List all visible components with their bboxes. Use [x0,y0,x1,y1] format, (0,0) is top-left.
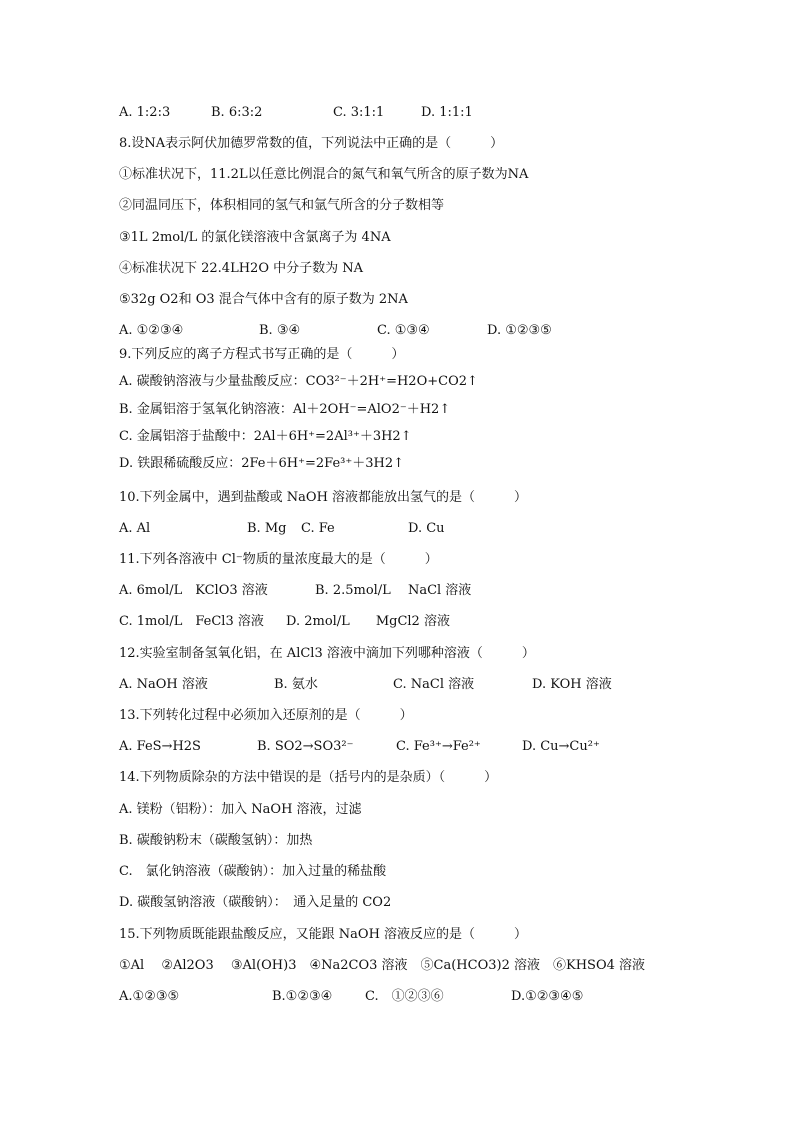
q13-option-a: A. FeS→H2S [119,739,201,754]
q13-option-b: B. SO2→SO3²⁻ [257,739,354,754]
q8-stem: 8.设NA表示阿伏加德罗常数的值，下列说法中正确的是（ ） [119,136,504,151]
q12-option-b: B. 氨水 [274,677,318,692]
q11-option-d: D. 2mol/L MgCl2 溶液 [286,614,450,629]
q7-option-a: A. 1:2:3 [119,105,171,120]
q8-option-b: B. ③④ [259,323,301,338]
q11-stem: 11.下列各溶液中 Cl⁻物质的量浓度最大的是（ ） [119,552,438,567]
q8-option-a: A. ①②③④ [119,323,184,338]
q14-option-b: B. 碳酸钠粉末（碳酸氢钠）：加热 [119,833,313,848]
q15-option-d: D.①②③④⑤ [511,989,584,1004]
q8-statement-3: ③1L 2mol/L 的氯化镁溶液中含氯离子为 4NA [119,230,391,245]
q8-statement-2: ②同温同压下，体积相同的氢气和氩气所含的分子数相等 [119,198,445,213]
q15-option-c: C. ①②③⑥ [365,989,444,1004]
q8-statement-1: ①标准状况下，11.2L以任意比例混合的氮气和氧气所含的原子数为NA [119,167,529,182]
q13-option-c: C. Fe³⁺→Fe²⁺ [396,739,481,754]
q7-option-d: D. 1:1:1 [421,105,473,120]
q10-options [119,521,719,537]
q9-option-c: C. 金属铝溶于盐酸中：2Al＋6H⁺=2Al³⁺＋3H2↑ [119,429,412,444]
q15-option-a: A.①②③⑤ [119,989,180,1004]
q14-option-d: D. 碳酸氢钠溶液（碳酸钠）： 通入足量的 CO2 [119,895,392,910]
q15-items: ①Al ②Al2O3 ③Al(OH)3 ④Na2CO3 溶液 ⑤Ca(HCO3)2 溶液 ⑥KHSO4 溶液 [119,958,646,973]
q8-statement-5: ⑤32g O2和 O3 混合气体中含有的原子数为 2NA [119,292,408,307]
q14-option-a: A. 镁粉（铝粉）：加入 NaOH 溶液，过滤 [119,802,362,817]
q12-option-c: C. NaCl 溶液 [393,677,475,692]
q8-options [119,323,719,339]
q11-option-a: A. 6mol/L KClO3 溶液 [119,583,268,598]
q8-option-d: D. ①②③⑤ [487,323,552,338]
q12-option-d: D. KOH 溶液 [532,677,612,692]
q7-option-b: B. 6:3:2 [211,105,263,120]
q10-option-c: C. Fe [301,521,335,536]
q10-option-b: B. Mg [247,521,287,536]
q12-stem: 12.实验室制备氢氧化铝，在 AlCl3 溶液中滴加下列哪种溶液（ ） [119,646,535,661]
q10-stem: 10.下列金属中，遇到盐酸或 NaOH 溶液都能放出氢气的是（ ） [119,490,528,505]
q13-options [119,739,719,755]
q8-option-c: C. ①③④ [377,323,430,338]
q12-option-a: A. NaOH 溶液 [119,677,208,692]
q9-stem: 9.下列反应的离子方程式书写正确的是（ ） [119,347,405,362]
q15-option-b: B.①②③④ [272,989,333,1004]
q14-stem: 14.下列物质除杂的方法中错误的是（括号内的是杂质）（ ） [119,770,498,785]
q10-option-a: A. Al [119,521,151,536]
q9-option-a: A. 碳酸钠溶液与少量盐酸反应：CO3²⁻＋2H⁺=H2O+CO2↑ [119,374,478,389]
q13-stem: 13.下列转化过程中必须加入还原剂的是（ ） [119,708,413,723]
q15-stem: 15.下列物质既能跟盐酸反应，又能跟 NaOH 溶液反应的是（ ） [119,927,528,942]
q11-options-row2 [119,614,719,630]
q8-statement-4: ④标准状况下 22.4LH2O 中分子数为 NA [119,261,364,276]
q11-option-c: C. 1mol/L FeCl3 溶液 [119,614,264,629]
q14-option-c: C. 氯化钠溶液（碳酸钠）：加入过量的稀盐酸 [119,864,387,879]
q7-options [119,105,719,121]
q9-option-d: D. 铁跟稀硫酸反应：2Fe＋6H⁺=2Fe³⁺＋3H2↑ [119,456,404,471]
q9-option-b: B. 金属铝溶于氢氧化钠溶液：Al＋2OH⁻=AlO2⁻＋H2↑ [119,402,451,417]
q11-options-row1 [119,583,719,599]
q10-option-d: D. Cu [408,521,445,536]
q15-options [119,989,719,1005]
q11-option-b: B. 2.5mol/L NaCl 溶液 [315,583,472,598]
q13-option-d: D. Cu→Cu²⁺ [522,739,600,754]
q12-options [119,677,719,693]
q7-option-c: C. 3:1:1 [333,105,385,120]
